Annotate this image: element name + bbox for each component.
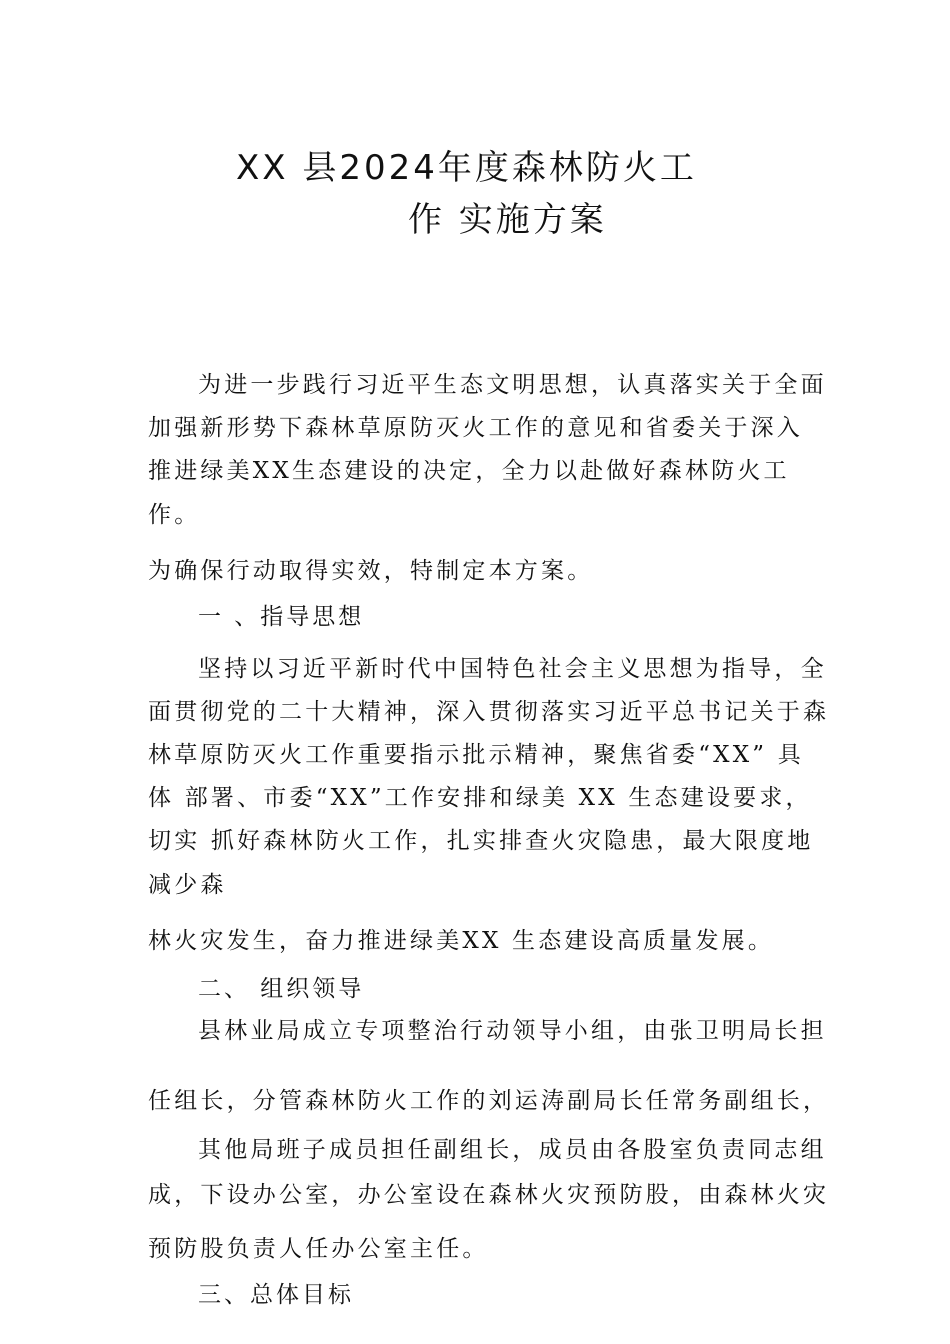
document-title-line-2: 作 实施方案 [408, 200, 607, 240]
paragraph-guidance-line-7: 林火灾发生，奋力推进绿美XX 生态建设高质量发展。 [148, 928, 775, 954]
paragraph-guidance-line-4: 体 部署、市委“XX”工作安排和绿美 XX 生态建设要求， [148, 785, 812, 811]
document-title-line-1: XX 县2024年度森林防火工 [236, 148, 697, 188]
paragraph-leadership-line-4: 成，下设办公室，办公室设在森林火灾预防股，由森林火灾 [148, 1182, 830, 1208]
paragraph-guidance-line-2: 面贯彻党的二十大精神，深入贯彻落实习近平总书记关于森 [148, 699, 830, 725]
paragraph-guidance-line-1: 坚持以习近平新时代中国特色社会主义思想为指导，全 [198, 656, 827, 682]
section-heading-1: 一 、指导思想 [198, 604, 365, 630]
paragraph-leadership-line-5: 预防股负责人任办公室主任。 [148, 1236, 489, 1262]
paragraph-guidance-line-6: 减少森 [148, 872, 227, 898]
section-heading-3: 三、总体目标 [198, 1282, 354, 1308]
paragraph-intro-line-2: 加强新形势下森林草原防灭火工作的意见和省委关于深入 [148, 415, 803, 441]
paragraph-leadership-line-3: 其他局班子成员担任副组长，成员由各股室负责同志组 [198, 1137, 827, 1163]
paragraph-intro-line-4: 作。 [148, 502, 201, 528]
paragraph-purpose: 为确保行动取得实效，特制定本方案。 [148, 558, 594, 584]
paragraph-intro-line-1: 为进一步践行习近平生态文明思想，认真落实关于全面 [198, 372, 827, 398]
paragraph-guidance-line-5: 切实 抓好森林防火工作，扎实排查火灾隐患，最大限度地 [148, 828, 814, 854]
paragraph-leadership-line-1: 县林业局成立专项整治行动领导小组，由张卫明局长担 [198, 1018, 827, 1044]
paragraph-intro-line-3: 推进绿美XX生态建设的决定，全力以赴做好森林防火工 [148, 458, 790, 484]
section-heading-2: 二、 组织领导 [198, 976, 365, 1002]
paragraph-guidance-line-3: 林草原防灭火工作重要指示批示精神，聚焦省委“XX” 具 [148, 742, 804, 768]
paragraph-leadership-line-2: 任组长，分管森林防火工作的刘运涛副局长任常务副组长， [148, 1088, 830, 1114]
